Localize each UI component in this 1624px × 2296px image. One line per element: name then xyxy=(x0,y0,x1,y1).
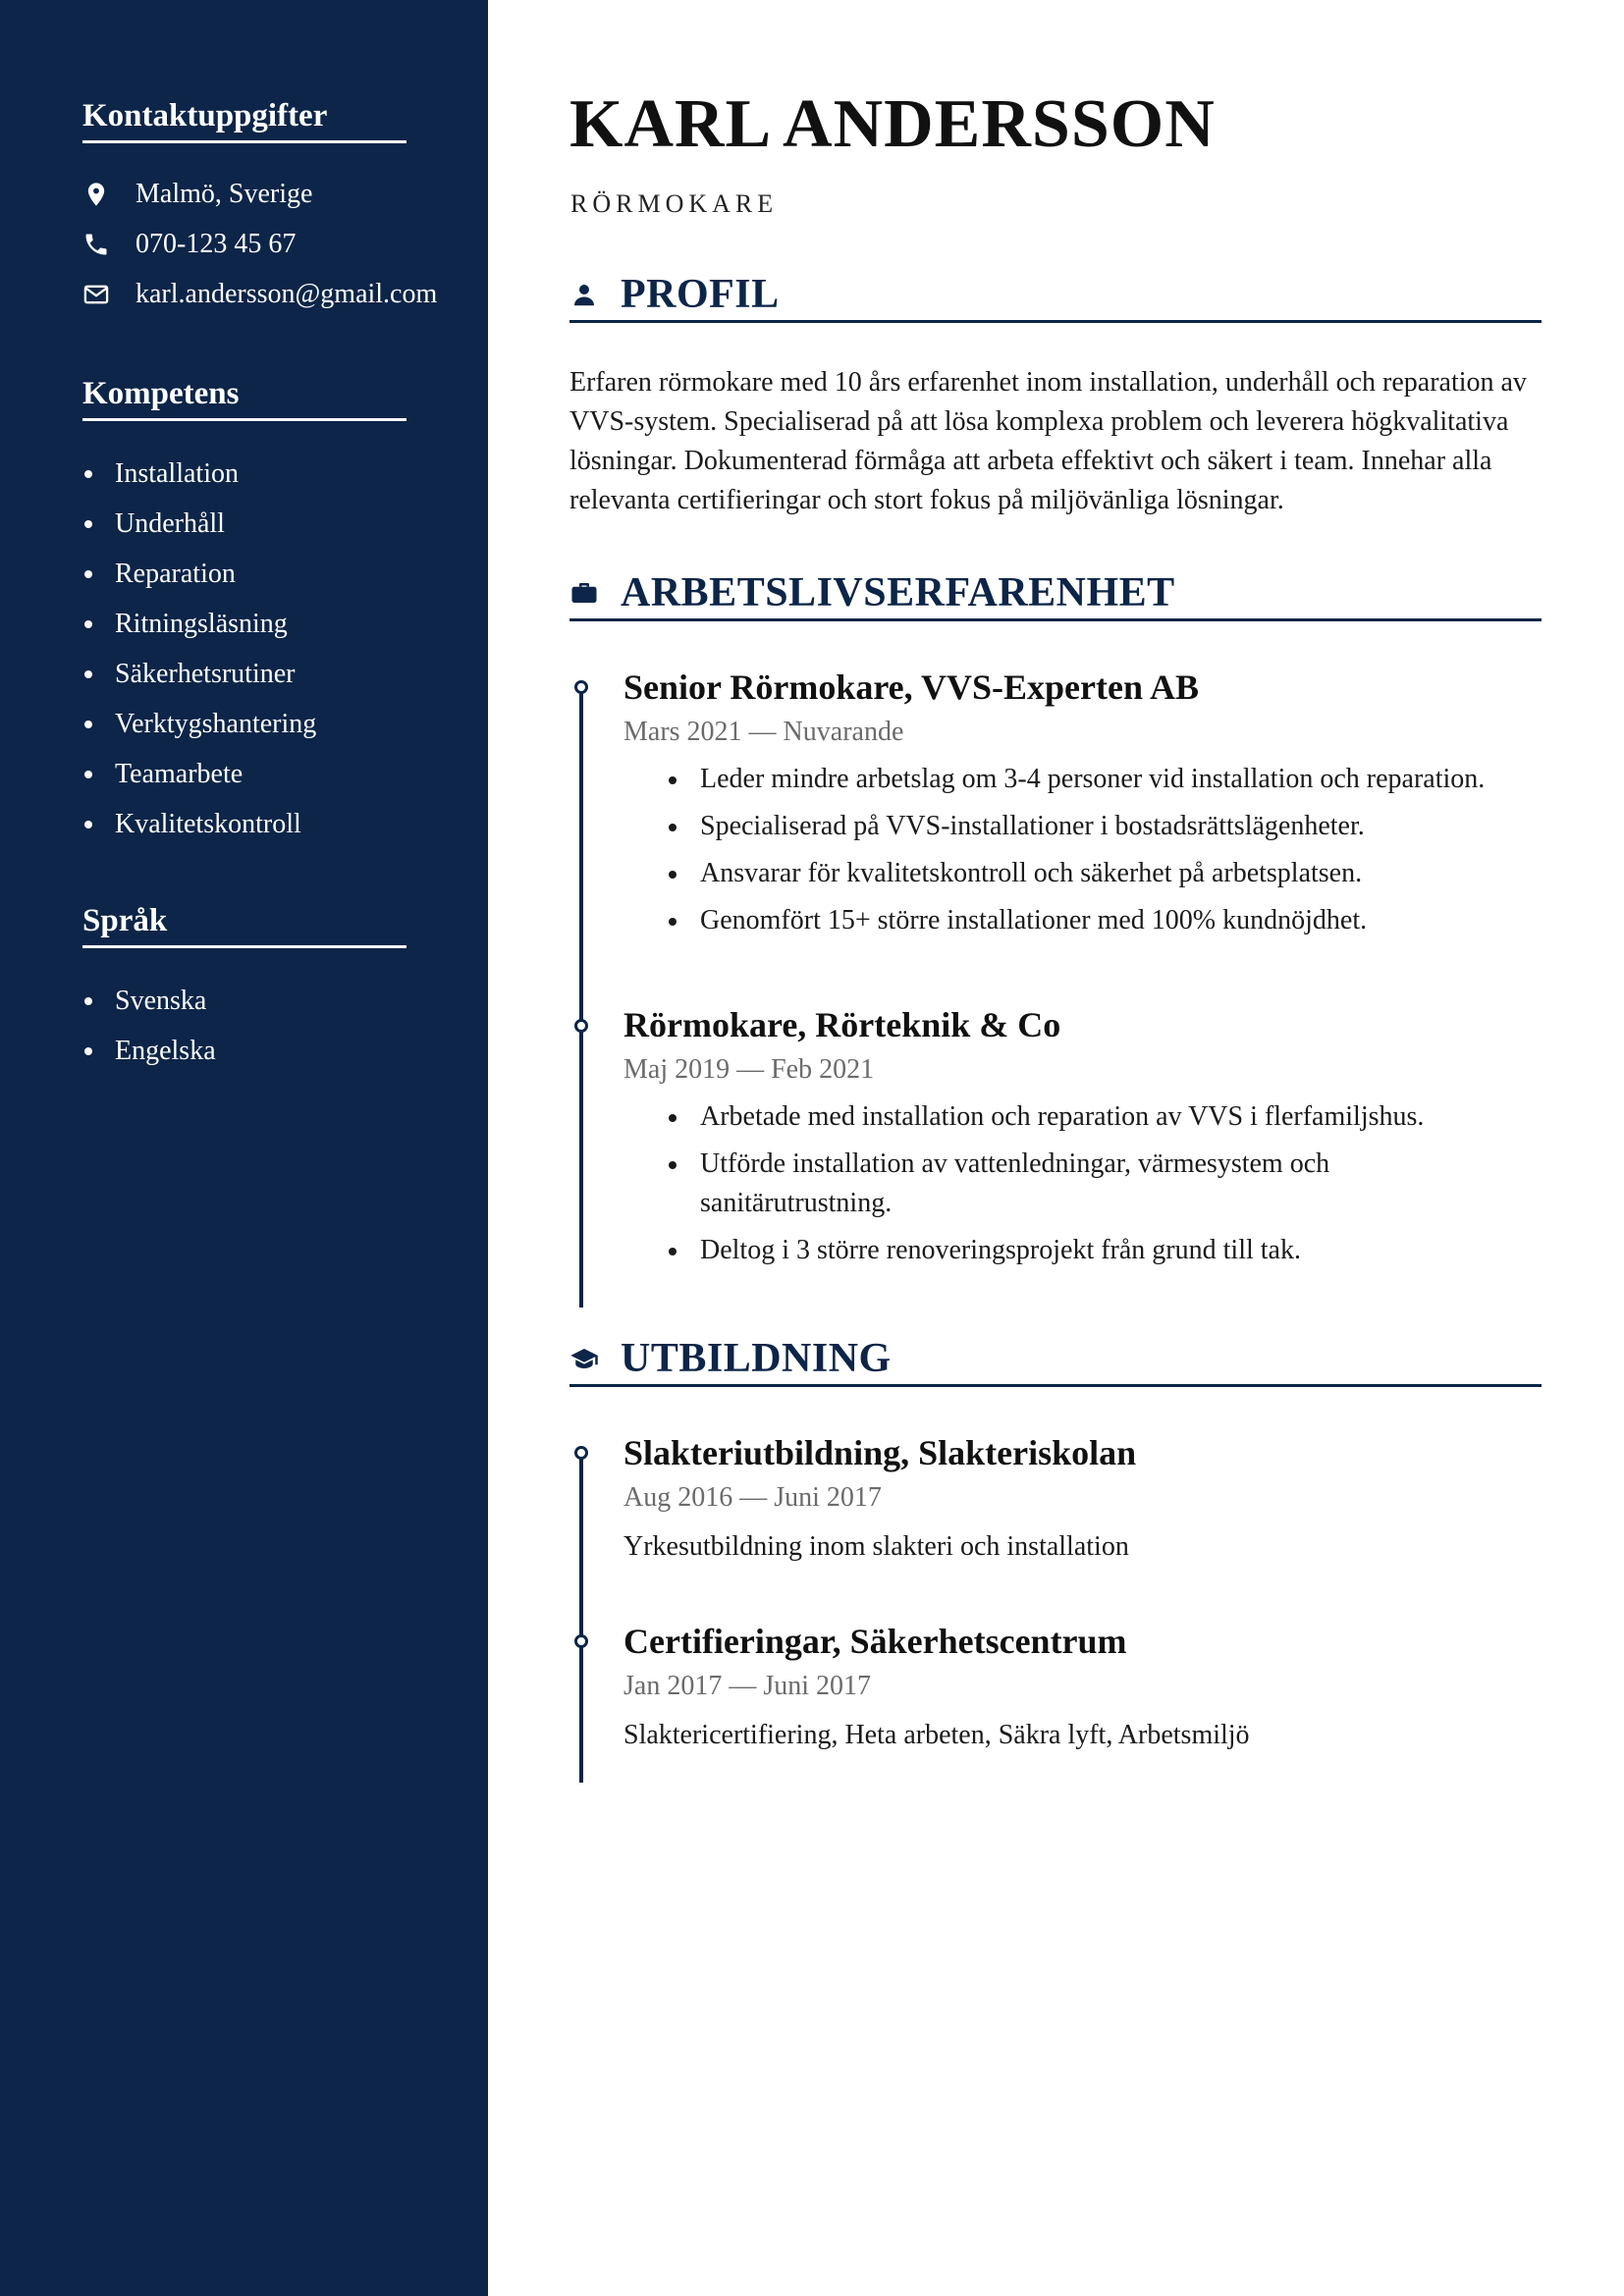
experience-timeline xyxy=(579,681,583,1308)
list-item: Specialiserad på VVS-installationer i bostadsrättslägenheter. xyxy=(623,807,1537,846)
education-title-school: Slakteriutbildning, Slakteriskolan xyxy=(623,1433,1137,1472)
list-item: Installation xyxy=(82,449,406,499)
experience-title: ARBETSLIVSERFARENHET xyxy=(621,570,1175,615)
education-heading xyxy=(569,1333,1542,1387)
job-date: Maj 2019 — Feb 2021 xyxy=(623,1054,875,1085)
timeline-dot xyxy=(574,1446,588,1460)
list-item: Verktygshantering xyxy=(82,699,406,749)
job-entry xyxy=(623,666,1537,948)
user-icon xyxy=(569,280,599,309)
skills-title: Kompetens xyxy=(82,376,406,421)
job-bullets xyxy=(623,1097,1537,1270)
list-item: Teamarbete xyxy=(82,749,406,799)
briefcase-icon xyxy=(569,578,599,608)
languages-title: Språk xyxy=(82,903,406,948)
list-item: Ansvarar för kvalitetskontroll och säkerhet på arbetsplatsen. xyxy=(623,854,1537,893)
job-title: RÖRMOKARE xyxy=(570,189,779,218)
contact-phone xyxy=(82,219,406,269)
job-date: Mars 2021 — Nuvarande xyxy=(623,717,904,747)
education-desc: Slaktericertifiering, Heta arbeten, Säkra lyft, Arbetsmiljö xyxy=(623,1720,1250,1750)
email-icon xyxy=(82,281,110,308)
list-item: Utförde installation av vattenledningar, värmesystem och sanitärutrustning. xyxy=(623,1145,1407,1223)
timeline-dot xyxy=(574,680,588,694)
email-text[interactable]: karl.andersson@gmail.com xyxy=(135,278,438,309)
contact-section xyxy=(82,98,438,319)
education-title-school: Certifieringar, Säkerhetscentrum xyxy=(623,1622,1127,1661)
list-item: Kvalitetskontroll xyxy=(82,799,406,849)
education-timeline xyxy=(579,1447,583,1783)
list-item: Leder mindre arbetslag om 3-4 personer vid installation och reparation. xyxy=(623,760,1537,799)
job-bullets xyxy=(623,760,1537,940)
education-date: Jan 2017 — Juni 2017 xyxy=(623,1671,871,1701)
job-title-company: Senior Rörmokare, VVS-Experten AB xyxy=(623,667,1200,707)
sidebar xyxy=(0,0,488,2296)
contact-email xyxy=(82,269,438,319)
contact-location xyxy=(82,169,406,219)
skills-list xyxy=(82,449,406,849)
profile-heading xyxy=(569,269,1542,323)
education-entry xyxy=(623,1431,1537,1567)
languages-section xyxy=(82,903,406,1076)
education-desc: Yrkesutbildning inom slakteri och installation xyxy=(623,1531,1129,1562)
list-item: Engelska xyxy=(82,1026,406,1076)
experience-heading xyxy=(569,567,1542,621)
list-item: Arbetade med installation och reparation av VVS i flerfamiljshus. xyxy=(623,1097,1537,1137)
education-date: Aug 2016 — Juni 2017 xyxy=(623,1482,882,1513)
person-name: KARL ANDERSSON xyxy=(569,86,1216,162)
list-item: Reparation xyxy=(82,549,406,599)
phone-text: 070-123 45 67 xyxy=(135,228,297,259)
profile-text: Erfaren rörmokare med 10 års erfarenhet inom installation, underhåll och reparation av VVS-system. Specialiserad på att lösa komplexa problem och leverera högkvalitativa lösningar. Dokumenterad förmåga att arbeta effektivt och säkert i team. Innehar alla relevanta certifieringar och stort fokus på miljövänliga lösningar. xyxy=(569,367,1527,515)
job-entry xyxy=(623,1003,1537,1278)
graduation-cap-icon xyxy=(569,1344,599,1373)
skills-section xyxy=(82,376,406,849)
profile-title: PROFIL xyxy=(621,272,780,317)
languages-list xyxy=(82,976,406,1076)
location-pin-icon xyxy=(82,181,110,208)
list-item: Svenska xyxy=(82,976,406,1026)
list-item: Underhåll xyxy=(82,499,406,549)
location-text: Malmö, Sverige xyxy=(135,178,313,209)
job-title-company: Rörmokare, Rörteknik & Co xyxy=(623,1005,1061,1044)
education-entry xyxy=(623,1620,1537,1755)
phone-icon xyxy=(82,231,110,258)
timeline-dot xyxy=(574,1634,588,1648)
list-item: Genomfört 15+ större installationer med 100% kundnöjdhet. xyxy=(623,901,1537,940)
list-item: Deltog i 3 större renoveringsprojekt från grund till tak. xyxy=(623,1231,1537,1270)
list-item: Ritningsläsning xyxy=(82,599,406,649)
timeline-dot xyxy=(574,1019,588,1033)
list-item: Säkerhetsrutiner xyxy=(82,649,406,699)
contact-title: Kontaktuppgifter xyxy=(82,98,406,143)
education-title: UTBILDNING xyxy=(621,1336,892,1381)
